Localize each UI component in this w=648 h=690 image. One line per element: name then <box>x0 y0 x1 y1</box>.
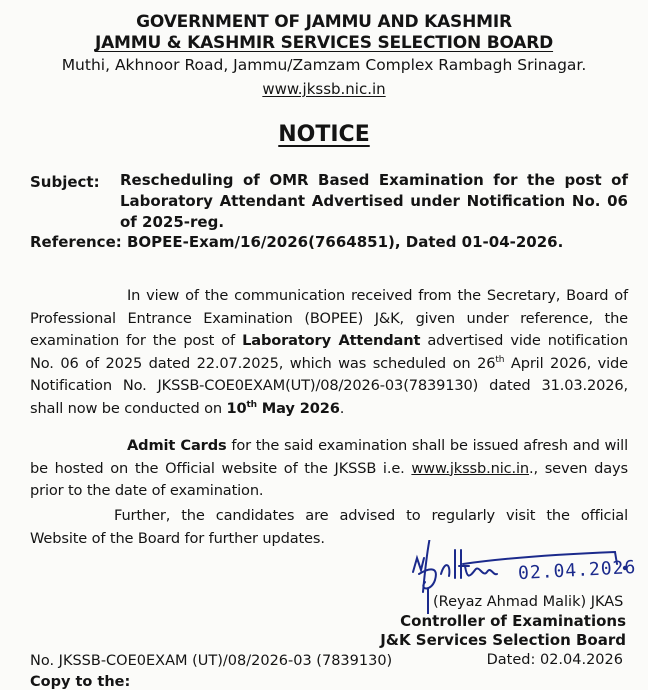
signatory-designation: Controller of Examinations <box>400 612 626 630</box>
website-link[interactable]: www.jkssb.nic.in <box>262 80 386 98</box>
copy-to-heading: Copy to the: <box>30 674 131 690</box>
p1-part1: In view of the communication received from the Secretary, Board of Professional Entrance Examination (BOPEE) J&K, given under reference, the examination for the post of <box>30 287 628 349</box>
p2-part2: ., seven days prior to the date of examination. <box>30 459 628 499</box>
p1-part3: April 2026, vide Notification No. JKSSB-COE0EXAM(UT)/08/2026-03(7839130) dated 31.03.2026, shall now be conducted on <box>30 354 628 417</box>
notice-title <box>0 122 648 147</box>
new-date-rest: May 2026 <box>256 399 340 417</box>
p1-sup: th <box>495 354 505 365</box>
document-date: Dated: 02.04.2026 <box>486 652 623 668</box>
board-heading <box>0 33 648 53</box>
signature-date: 02.04.2026 <box>517 556 637 585</box>
signature-mark <box>427 588 429 614</box>
signatory-name: (Reyaz Ahmad Malik) JKAS <box>433 594 624 610</box>
board-address: Muthi, Akhnoor Road, Jammu/Zamzam Complex Rambagh Srinagar. <box>61 56 587 74</box>
reference-line: Reference: BOPEE-Exam/16/2026(7664851), Dated 01-04-2026. <box>30 233 564 251</box>
board-heading-text: JAMMU & KASHMIR SERVICES SELECTION BOARD <box>94 33 554 53</box>
p2-part1: for the said examination shall be issued afresh and will be hosted on the Official website of the JKSSB i.e. <box>30 437 628 477</box>
admit-cards-label: Admit Cards <box>127 437 227 454</box>
document-reference-number: No. JKSSB-COE0EXAM (UT)/08/2026-03 (7839130) <box>30 653 393 669</box>
new-date-sup: th <box>246 399 257 410</box>
subject-text: Rescheduling of OMR Based Examination for the post of Laboratory Attendant Advertised under Notification No. 06 of 2025-reg. <box>120 171 628 231</box>
paragraph-admit-cards <box>30 435 628 503</box>
notice-title-text: NOTICE <box>278 122 370 147</box>
post-name: Laboratory Attendant <box>242 332 421 349</box>
new-exam-date <box>226 400 339 417</box>
p3-text: Further, the candidates are advised to regularly visit the official Website of the Board for further updates. <box>30 507 628 547</box>
paragraph-rescheduling <box>30 285 628 420</box>
signatory-organization: J&K Services Selection Board <box>380 631 626 649</box>
new-date-day: 10 <box>226 399 247 417</box>
government-heading: GOVERNMENT OF JAMMU AND KASHMIR <box>136 12 512 32</box>
p1-end: . <box>339 399 345 417</box>
subject-label: Subject: <box>30 173 100 191</box>
jkssb-website-link[interactable]: www.jkssb.nic.in <box>411 459 529 477</box>
header-website <box>0 80 648 98</box>
p1-part2: advertised vide notification No. 06 of 2025 dated 22.07.2025, which was scheduled on 26 <box>30 332 628 372</box>
